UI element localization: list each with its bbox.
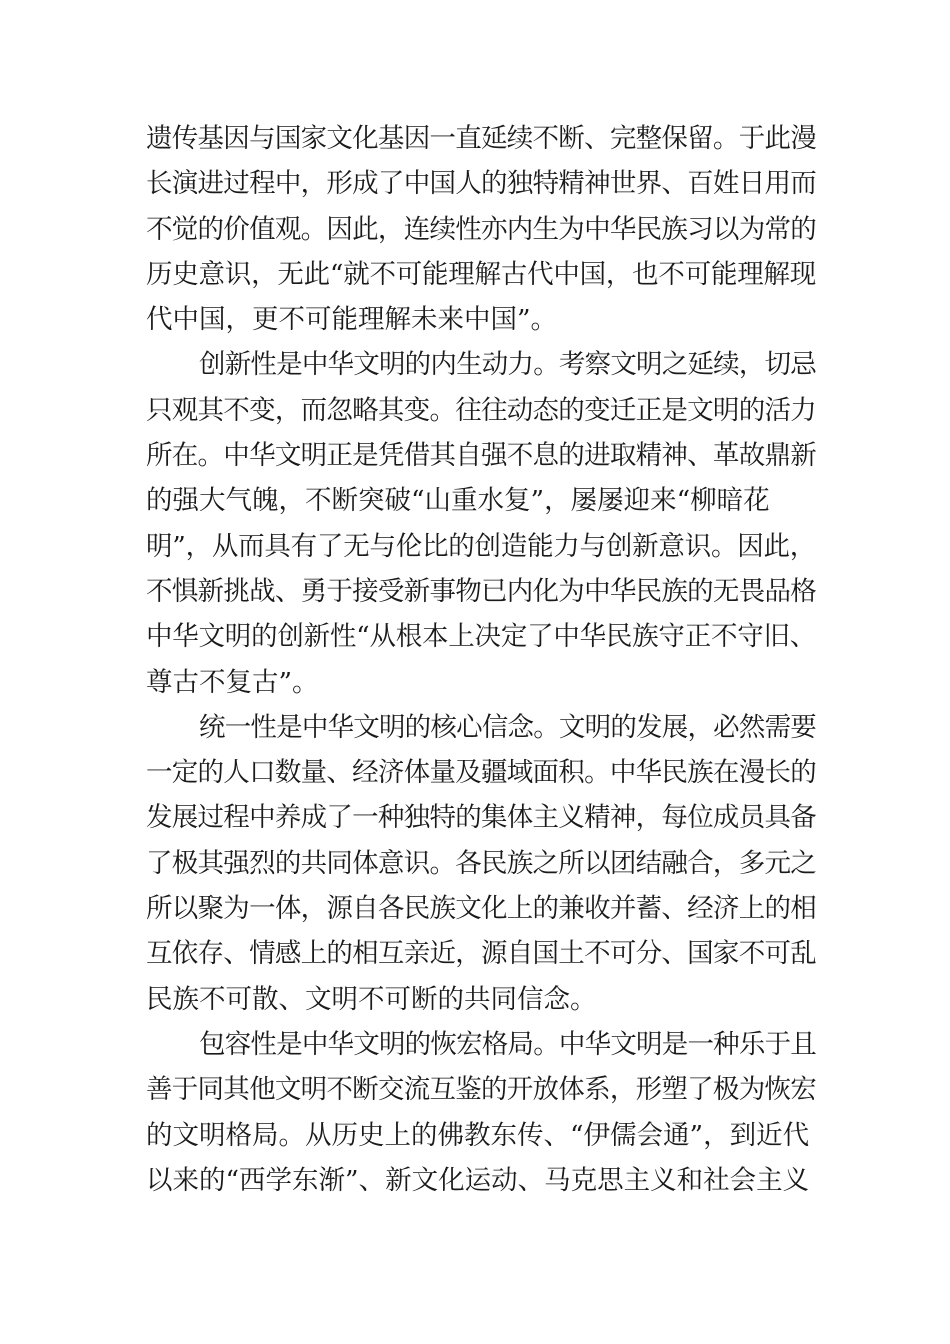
paragraph-start-unity: 统一性是中华文明的核心信念。文明的发展，必然需要 — [199, 711, 816, 743]
text-line-4: 历史意识，无此“就不可能理解古代中国，也不可能理解现 — [146, 258, 817, 290]
text-line-12: 中华文明的创新性“从根本上决定了中华民族守正不守旧、 — [146, 621, 817, 653]
text-line-22: 善于同其他文明不断交流互鉴的开放体系，形塑了极为恢宏 — [146, 1074, 816, 1106]
text-line-10: 明”，从而具有了无与伦比的创造能力与创新意识。因此， — [146, 530, 817, 562]
text-line-8: 所在。中华文明正是凭借其自强不息的进取精神、革故鼎新 — [146, 440, 816, 472]
text-line-5: 代中国，更不可能理解未来中国”。 — [146, 304, 558, 336]
text-line-24: 以来的“西学东渐”、新文化运动、马克思主义和社会主义 — [146, 1164, 810, 1196]
text-line-9: 的强大气魄，不断突破“山重水复”，屡屡迎来“柳暗花 — [146, 485, 770, 517]
text-line-13: 尊古不复古”。 — [146, 666, 319, 698]
text-line-16: 发展过程中养成了一种独特的集体主义精神，每位成员具备 — [146, 802, 816, 834]
text-line-19: 互依存、情感上的相互亲近，源自国土不可分、国家不可乱 — [146, 938, 816, 970]
text-line-20: 民族不可散、文明不可断的共同信念。 — [146, 983, 597, 1015]
text-line-7: 只观其不变，而忽略其变。往往动态的变迁正是文明的活力 — [146, 394, 816, 426]
paragraph-start-innovation: 创新性是中华文明的内生动力。考察文明之延续，切忌 — [199, 349, 816, 381]
text-line-11: 不惧新挑战、勇于接受新事物已内化为中华民族的无畏品格 — [146, 575, 816, 607]
text-line-1: 遗传基因与国家文化基因一直延续不断、完整保留。于此漫 — [146, 123, 816, 154]
body-text — [146, 116, 816, 1203]
text-line-23: 的文明格局。从历史上的佛教东传、“伊儒会通”，到近代 — [146, 1119, 810, 1151]
text-line-18: 所以聚为一体，源自各民族文化上的兼收并蓄、经济上的相 — [146, 893, 816, 925]
paragraph-start-inclusiveness: 包容性是中华文明的恢宏格局。中华文明是一种乐于且 — [199, 1028, 816, 1060]
text-line-17: 了极其强烈的共同体意识。各民族之所以团结融合，多元之 — [146, 847, 816, 879]
text-line-2: 长演进过程中，形成了中国人的独特精神世界、百姓日用而 — [146, 168, 816, 200]
text-line-15: 一定的人口数量、经济体量及疆域面积。中华民族在漫长的 — [146, 757, 816, 789]
text-line-3: 不觉的价值观。因此，连续性亦内生为中华民族习以为常的 — [146, 213, 816, 245]
